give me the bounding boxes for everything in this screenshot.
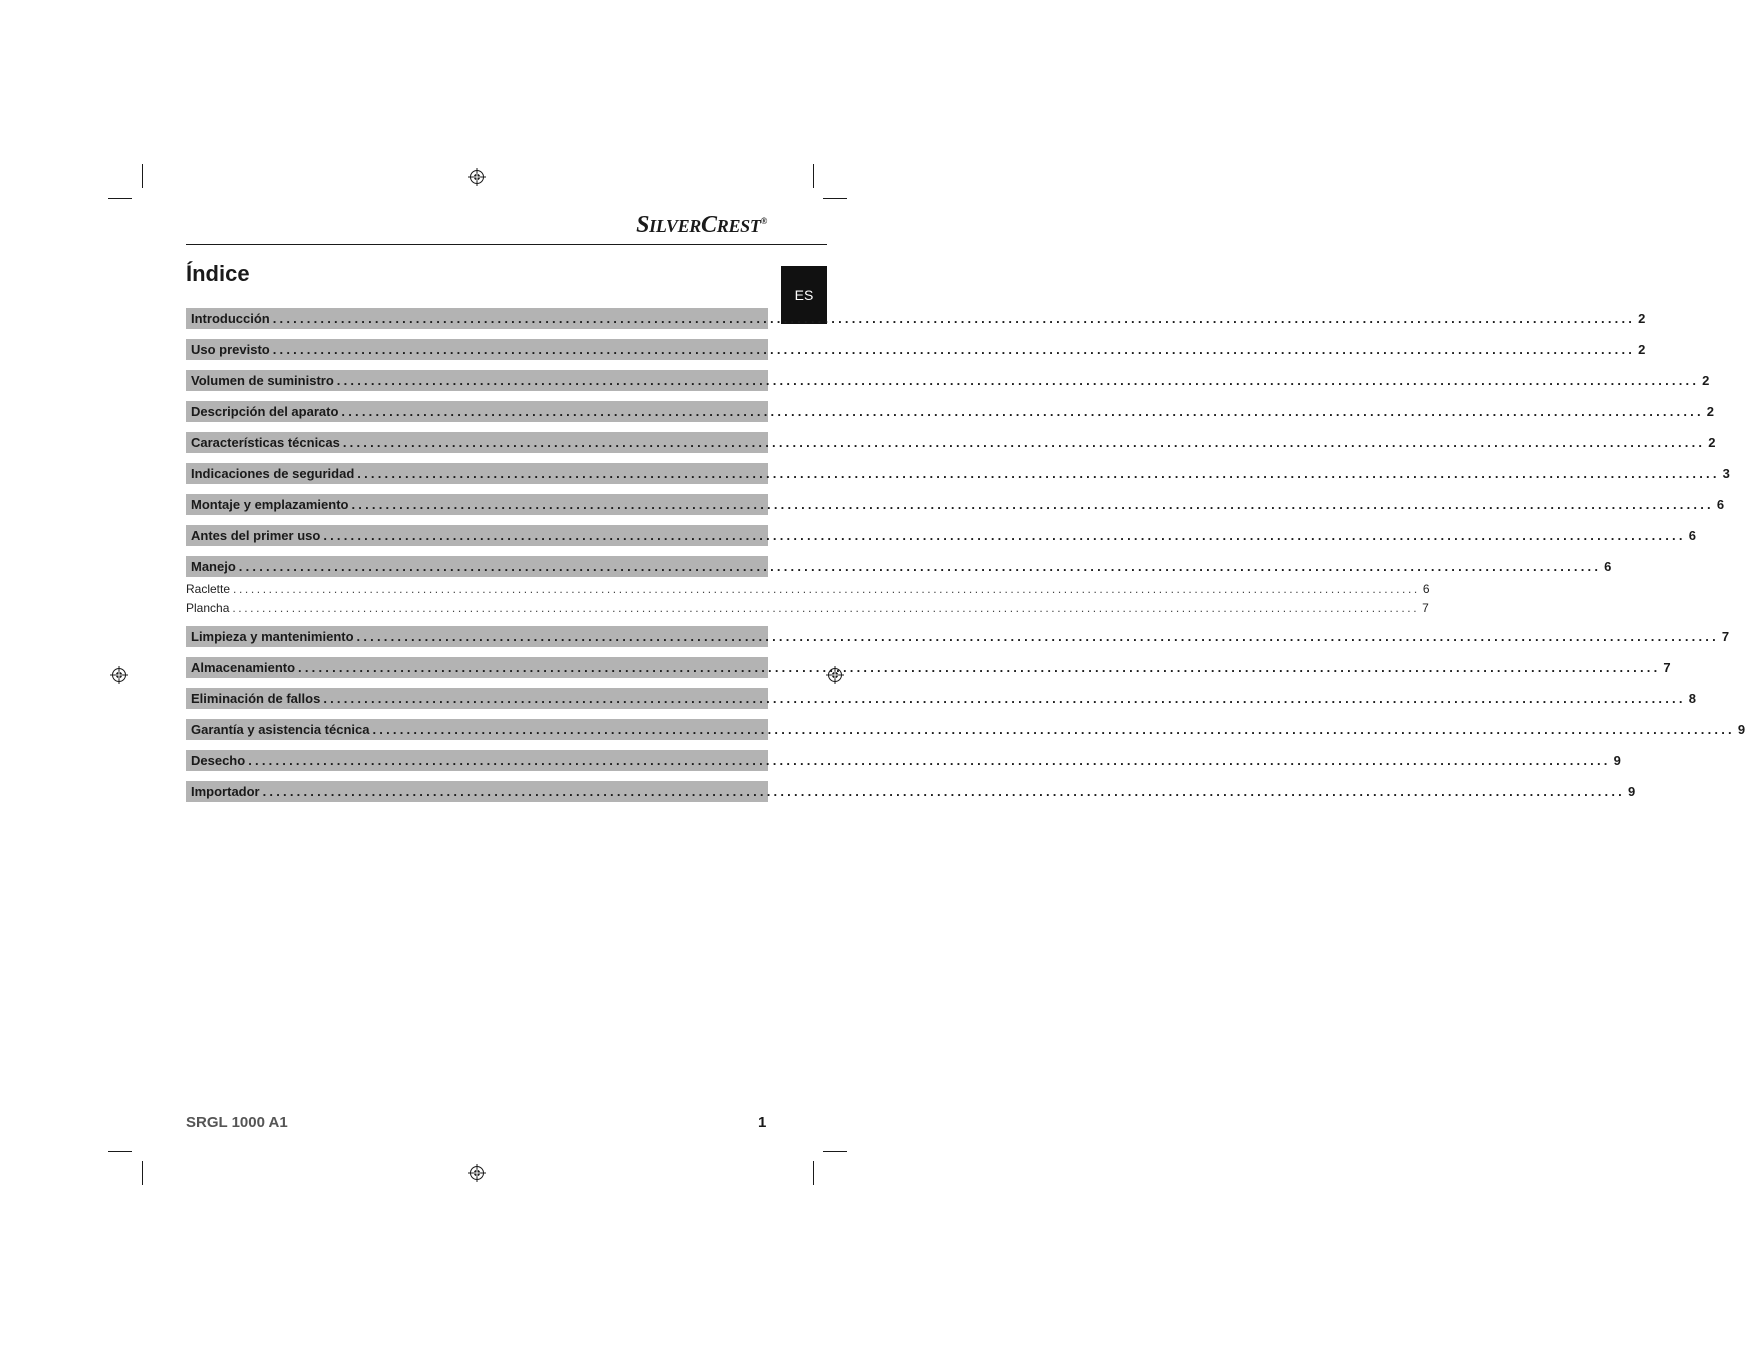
- language-tab: ES: [781, 266, 827, 324]
- toc-entry-page: 9: [1613, 753, 1621, 768]
- toc-entry-label: Importador: [191, 784, 260, 799]
- toc-leader-dots: ........................................................................................................................................................................................................: [356, 629, 1719, 644]
- toc-entry[interactable]: [186, 401, 1714, 422]
- toc-subentry[interactable]: [186, 598, 1429, 617]
- toc-entry-label: Características técnicas: [191, 435, 340, 450]
- toc-entry-page: 2: [1702, 373, 1710, 388]
- header-rule: [186, 244, 827, 245]
- toc-entry-page: 7: [1721, 629, 1730, 644]
- toc-entry-label: Limpieza y mantenimiento: [191, 629, 354, 644]
- toc-leader-dots: ........................................................................................................................................................................................................: [336, 373, 1700, 388]
- toc-entry-label: Manejo: [191, 559, 236, 574]
- toc-entry[interactable]: [186, 781, 1636, 802]
- toc-entry-page: 2: [1638, 311, 1646, 326]
- crop-mark-top-left-h: [108, 198, 132, 199]
- toc-entry-label: Plancha: [186, 600, 230, 615]
- crop-mark-bottom-right-v: [813, 1161, 814, 1185]
- toc-entry-label: Raclette: [186, 581, 231, 596]
- toc-entry[interactable]: [186, 432, 1716, 453]
- toc-leader-dots: ........................................................................................................................................................................................................: [323, 528, 1686, 543]
- toc-leader-dots: ........................................................................................................................................................................................................: [232, 600, 1420, 615]
- toc-entry-page: 6: [1688, 528, 1696, 543]
- crop-mark-top-right-v: [813, 164, 814, 188]
- toc-leader-dots: ........................................................................................................................................................................................................: [272, 311, 1636, 326]
- toc-leader-dots: ........................................................................................................................................................................................................: [272, 342, 1636, 357]
- footer-model-number: SRGL 1000 A1: [186, 1114, 288, 1131]
- crop-mark-top-left-v: [142, 164, 143, 188]
- toc-entry[interactable]: [186, 719, 1745, 740]
- toc-entry[interactable]: [186, 339, 1646, 360]
- toc-leader-dots: ........................................................................................................................................................................................................: [323, 691, 1686, 706]
- toc-entry-page: 9: [1737, 722, 1745, 737]
- toc-leader-dots: ........................................................................................................................................................................................................: [238, 559, 1602, 574]
- registration-mark-icon: [110, 666, 128, 684]
- toc-entry[interactable]: [186, 494, 1725, 515]
- toc-leader-dots: ........................................................................................................................................................................................................: [342, 435, 1706, 450]
- toc-entry-label: Eliminación de fallos: [191, 691, 321, 706]
- toc-entry-label: Almacenamiento: [191, 660, 296, 675]
- toc-entry-page: 7: [1422, 600, 1429, 615]
- toc-entry[interactable]: [186, 626, 1730, 647]
- toc-leader-dots: ........................................................................................................................................................................................................: [351, 497, 1714, 512]
- brand-logo: SILVERCREST®: [636, 212, 767, 238]
- toc-leader-dots: ........................................................................................................................................................................................................: [248, 753, 1611, 768]
- toc-entry[interactable]: [186, 308, 1646, 329]
- table-of-contents: [186, 308, 1745, 812]
- toc-entry-page: 6: [1604, 559, 1612, 574]
- toc-leader-dots: ........................................................................................................................................................................................................: [357, 466, 1720, 481]
- toc-entry[interactable]: [186, 370, 1710, 391]
- toc-entry-label: Antes del primer uso: [191, 528, 321, 543]
- toc-entry-page: 8: [1688, 691, 1696, 706]
- toc-entry-label: Descripción del aparato: [191, 404, 339, 419]
- toc-entry[interactable]: [186, 657, 1671, 678]
- toc-entry-label: Uso previsto: [191, 342, 270, 357]
- toc-entry[interactable]: [186, 688, 1696, 709]
- toc-leader-dots: ........................................................................................................................................................................................................: [341, 404, 1704, 419]
- toc-entry[interactable]: [186, 463, 1730, 484]
- crop-mark-bottom-left-v: [142, 1161, 143, 1185]
- toc-leader-dots: ........................................................................................................................................................................................................: [262, 784, 1625, 799]
- toc-entry-label: Desecho: [191, 753, 246, 768]
- toc-subentry[interactable]: [186, 579, 1430, 598]
- toc-entry-page: 9: [1628, 784, 1636, 799]
- toc-entry-label: Garantía y asistencia técnica: [191, 722, 370, 737]
- toc-entry-label: Introducción: [191, 311, 270, 326]
- crop-mark-top-right-h: [823, 198, 847, 199]
- toc-entry-label: Montaje y emplazamiento: [191, 497, 349, 512]
- toc-leader-dots: ........................................................................................................................................................................................................: [233, 581, 1420, 596]
- toc-entry-page: 6: [1422, 581, 1430, 596]
- toc-entry-page: 2: [1706, 404, 1714, 419]
- toc-entry-page: 2: [1638, 342, 1646, 357]
- registration-mark-icon: [468, 1164, 486, 1182]
- toc-entry[interactable]: [186, 525, 1696, 546]
- toc-entry[interactable]: [186, 750, 1621, 771]
- registration-mark-icon: [468, 168, 486, 186]
- toc-leader-dots: ........................................................................................................................................................................................................: [298, 660, 1661, 675]
- crop-mark-bottom-right-h: [823, 1151, 847, 1152]
- toc-entry-page: 3: [1722, 466, 1730, 481]
- toc-entry[interactable]: [186, 556, 1612, 577]
- toc-entry-page: 6: [1716, 497, 1725, 512]
- crop-mark-bottom-left-h: [108, 1151, 132, 1152]
- footer-page-number: 1: [758, 1114, 767, 1131]
- toc-leader-dots: ........................................................................................................................................................................................................: [372, 722, 1735, 737]
- toc-entry-label: Volumen de suministro: [191, 373, 334, 388]
- page-title: Índice: [186, 261, 250, 286]
- toc-entry-page: 2: [1708, 435, 1716, 450]
- toc-entry-label: Indicaciones de seguridad: [191, 466, 355, 481]
- toc-entry-page: 7: [1663, 660, 1671, 675]
